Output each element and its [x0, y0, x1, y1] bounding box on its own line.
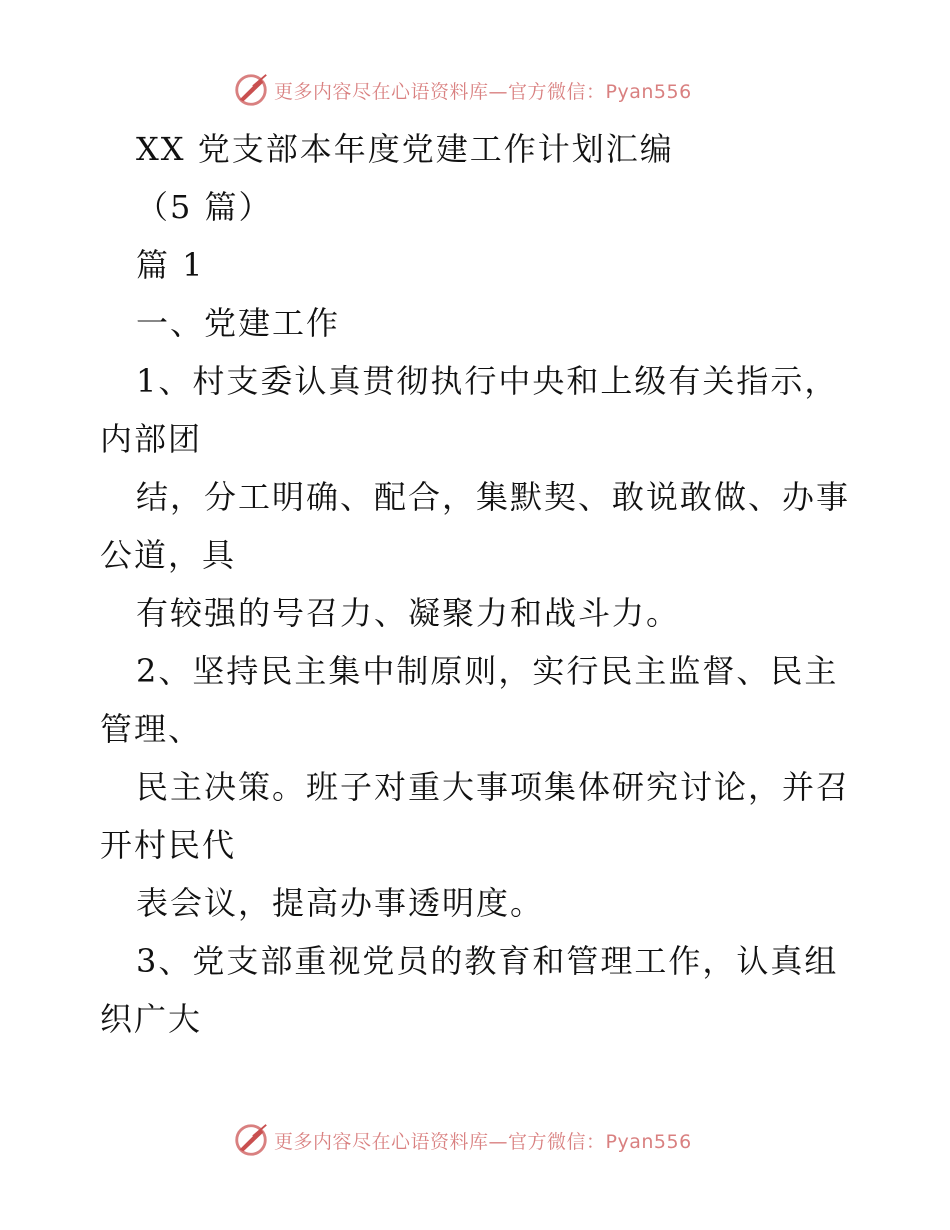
quill-logo-icon: [232, 71, 270, 109]
watermark-text: 更多内容尽在心语资料库—官方微信：Pyan556: [274, 80, 692, 103]
text-line: XX 党支部本年度党建工作计划汇编: [136, 130, 674, 168]
quill-logo-icon: [232, 1121, 270, 1159]
watermark-footer: [232, 1120, 692, 1160]
text-line: 表会议，提高办事透明度。: [136, 884, 545, 922]
text-line: 1、村支委认真贯彻执行中央和上级有关指示，: [136, 362, 839, 400]
watermark-header: [232, 70, 692, 110]
text-line: 公道，具: [100, 536, 237, 574]
text-line: 民主决策。班子对重大事项集体研究讨论，并召: [136, 768, 851, 806]
text-line: 织广大: [100, 1000, 203, 1038]
text-line: 内部团: [100, 420, 203, 458]
document-body: [100, 120, 870, 1048]
text-line: 开村民代: [100, 826, 237, 864]
text-line: 管理、: [100, 710, 203, 748]
text-line: 篇 1: [136, 246, 205, 284]
watermark-text: 更多内容尽在心语资料库—官方微信：Pyan556: [274, 1130, 692, 1153]
text-line: 2、坚持民主集中制原则，实行民主监督、民主: [136, 652, 839, 690]
text-line: （5 篇）: [136, 188, 273, 226]
text-line: 一、党建工作: [136, 304, 341, 342]
text-line: 结，分工明确、配合，集默契、敢说敢做、办事: [136, 478, 851, 516]
text-line: 有较强的号召力、凝聚力和战斗力。: [136, 594, 681, 632]
text-line: 3、党支部重视党员的教育和管理工作，认真组: [136, 942, 839, 980]
